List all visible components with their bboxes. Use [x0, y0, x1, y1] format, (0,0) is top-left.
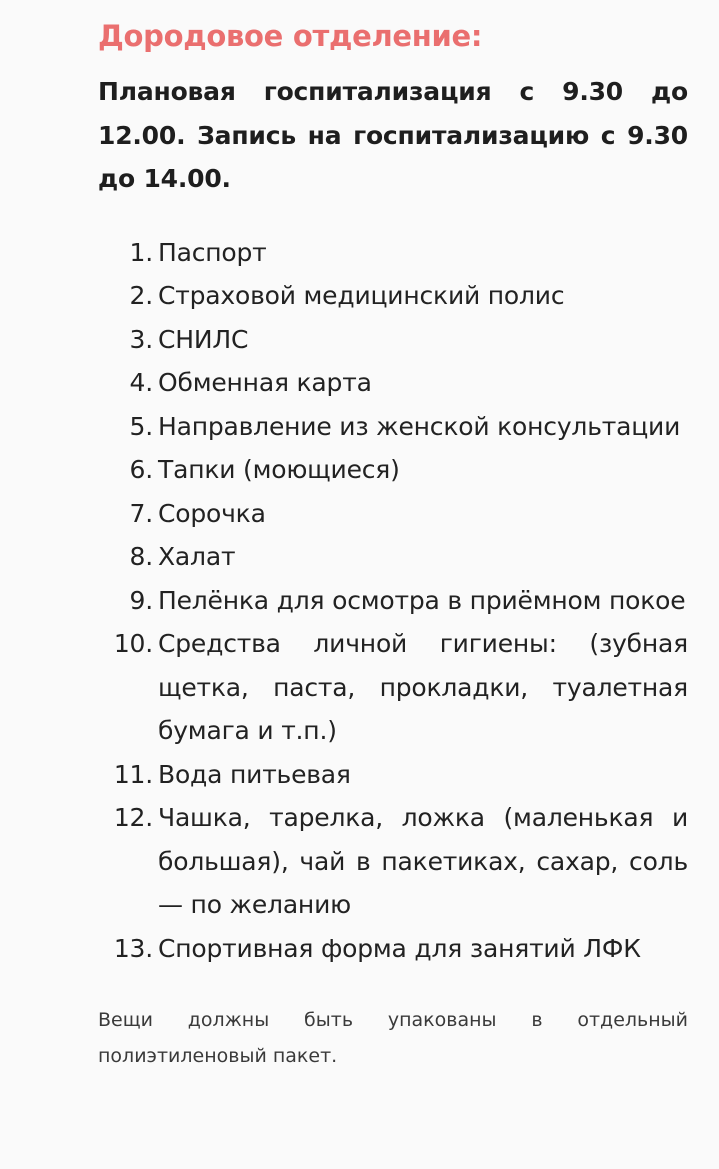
list-item-number: 10. — [113, 629, 153, 658]
list-item-number: 9. — [129, 585, 153, 615]
list-item — [98, 796, 688, 927]
list-item — [98, 535, 688, 579]
list-item-number: 4. — [129, 368, 153, 397]
list-item-text: СНИЛС — [158, 324, 249, 354]
list-item — [98, 622, 688, 753]
list-item-text: Спортивная форма для занятий ЛФК — [158, 933, 641, 963]
list-item — [98, 492, 688, 536]
hospitalization-schedule: Плановая госпитализация с 9.30 до 12.00. Запись на госпитализацию с 9.30 до 14.00. — [98, 77, 688, 193]
list-item-text: Вода питьевая — [158, 759, 351, 789]
list-item-text: Обменная карта — [158, 368, 372, 397]
list-item-number: 2. — [129, 281, 153, 310]
list-item-number: 5. — [129, 411, 153, 441]
list-item-text: Сорочка — [158, 498, 266, 528]
list-item-text: Тапки (моющиеся) — [158, 455, 400, 484]
list-item-text: Халат — [158, 542, 236, 571]
list-item-number: 6. — [129, 455, 153, 484]
list-item — [98, 231, 688, 275]
list-item-number: 12. — [113, 803, 153, 832]
list-item — [98, 927, 688, 971]
list-item — [98, 753, 688, 797]
list-item — [98, 274, 688, 318]
list-item — [98, 579, 688, 623]
list-item-text: Средства личной гигиены: (зубная щетка, паста, прокладки, туалетная бумага и т.п.) — [158, 629, 688, 745]
list-item-text: Пелёнка для осмотра в приёмном покое — [158, 585, 686, 615]
list-item — [98, 405, 688, 449]
section-title: Дородовое отделение: — [98, 19, 483, 53]
list-item-text: Паспорт — [158, 237, 267, 267]
list-item-number: 3. — [129, 324, 153, 354]
list-item-number: 11. — [113, 759, 153, 789]
list-item — [98, 448, 688, 492]
list-item-number: 1. — [129, 237, 153, 267]
list-item-text: Чашка, тарелка, ложка (маленькая и большая), чай в пакетиках, сахар, соль — по желанию — [158, 803, 688, 919]
required-items-list — [98, 231, 688, 971]
list-item-number: 8. — [129, 542, 153, 571]
list-item-text: Направление из женской консультации — [158, 411, 681, 441]
list-item — [98, 318, 688, 362]
article-content — [98, 14, 688, 1074]
list-item-number: 13. — [113, 933, 153, 963]
list-item — [98, 361, 688, 405]
packing-note: Вещи должны быть упакованы в отдельный полиэтиленовый пакет. — [98, 1009, 688, 1067]
list-item-text: Страховой медицинский полис — [158, 281, 565, 310]
list-item-number: 7. — [129, 498, 153, 528]
